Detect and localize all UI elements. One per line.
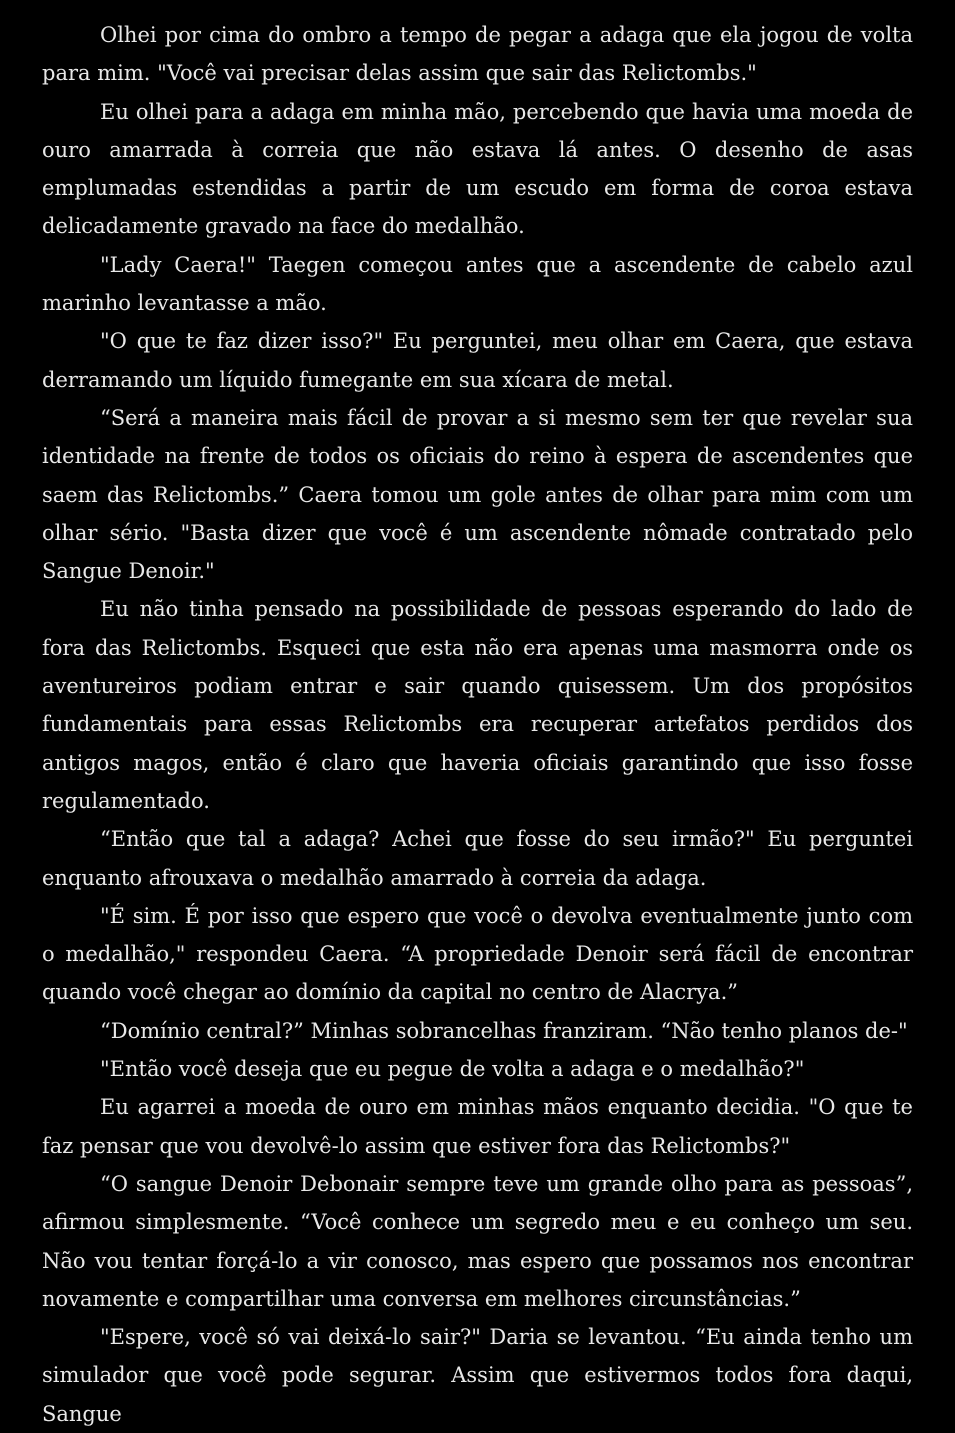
paragraph-3: "Lady Caera!" Taegen começou antes que a ascendente de cabelo azul marinho levantasse a mão. — [42, 252, 913, 316]
paragraph-11: Eu agarrei a moeda de ouro em minhas mãos enquanto decidia. "O que te faz pensar que vou devolvê-lo assim que estiver fora das Relictombs?" — [42, 1095, 913, 1158]
paragraph-7: “Então que tal a adaga? Achei que fosse do seu irmão?" Eu perguntei enquanto afrouxava o medalhão amarrado à correia da adaga. — [42, 827, 913, 890]
paragraph-10: "Então você deseja que eu pegue de volta a adaga e o medalhão?" — [100, 1057, 805, 1082]
paragraph-4: "O que te faz dizer isso?" Eu perguntei, meu olhar em Caera, que estava derramando um líquido fumegante em sua xícara de metal. — [42, 329, 913, 392]
paragraph-6: Eu não tinha pensado na possibilidade de pessoas esperando do lado de fora das Relictombs. Esqueci que esta não era apenas uma masmorra onde os aventureiros podiam entrar e sair quando quisessem. Um dos propósitos fundamentais para essas Relictombs era recuperar artefatos perdidos dos antigos magos, então é claro que haveria oficiais garantindo que isso fosse regulamentado. — [42, 597, 913, 813]
paragraph-8: "É sim. É por isso que espero que você o devolva eventualmente junto com o medalhão," respondeu Caera. “A propriedade Denoir será fácil de encontrar quando você chegar ao domínio da capital no centro de Alacrya.” — [42, 903, 913, 1005]
paragraph-13: "Espere, você só vai deixá-lo sair?" Daria se levantou. “Eu ainda tenho um simulador que você pode segurar. Assim que estivermos todos fora daqui, Sangue — [42, 1325, 913, 1426]
paragraph-5: “Será a maneira mais fácil de provar a si mesmo sem ter que revelar sua identidade na frente de todos os oficiais do reino à espera de ascendentes que saem das Relictombs.” Caera tomou um gole antes de olhar para mim com um olhar sério. "Basta dizer que você é um ascendente nômade contratado pelo Sangue Denoir." — [42, 405, 913, 584]
paragraph-1: Olhei por cima do ombro a tempo de pegar a adaga que ela jogou de volta para mim. "Você vai precisar delas assim que sair das Relictombs." — [42, 23, 913, 86]
paragraph-9: “Domínio central?” Minhas sobrancelhas franziram. “Não tenho planos de-" — [100, 1018, 908, 1043]
book-page — [42, 16, 913, 1433]
paragraph-2: Eu olhei para a adaga em minha mão, percebendo que havia uma moeda de ouro amarrada à correia que não estava lá antes. O desenho de asas emplumadas estendidas a partir de um escudo em forma de coroa estava delicadamente gravado na face do medalhão. — [42, 99, 913, 239]
paragraph-12: “O sangue Denoir Debonair sempre teve um grande olho para as pessoas”, afirmou simplesmente. “Você conhece um segredo meu e eu conheço um seu. Não vou tentar forçá-lo a vir conosco, mas espero que possamos nos encontrar novamente e compartilhar uma conversa em melhores circunstâncias.” — [42, 1171, 913, 1311]
